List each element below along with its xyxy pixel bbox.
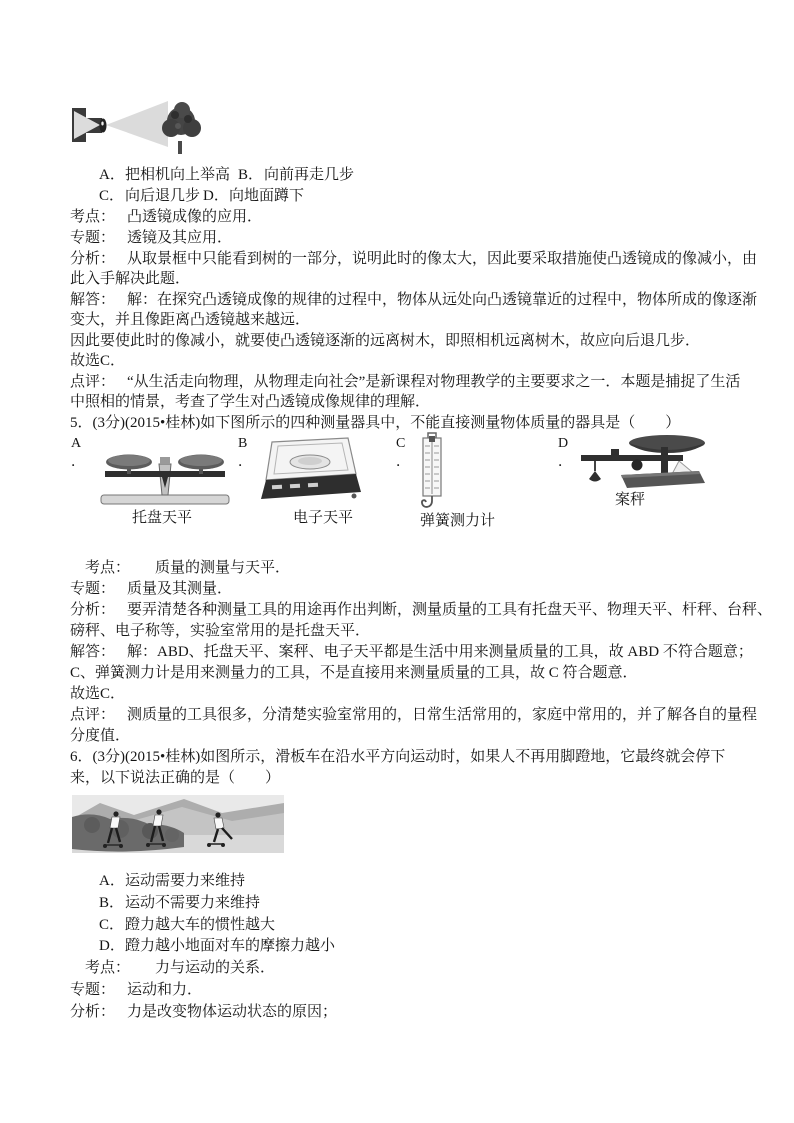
- kaodian-text: 质量的测量与天平．: [155, 560, 291, 576]
- q4-options-row2: [99, 186, 304, 206]
- dianping-text: 测质量的工具很多，分清楚实验室常用的，日常生活常用的，家庭中常用的，并了解各自的量程: [127, 707, 758, 723]
- zhuanti-text: 质量及其测量．: [127, 581, 233, 597]
- q5-dianping-row: [70, 705, 757, 725]
- answer-text: 故选C．: [70, 686, 126, 702]
- scooter-photo: [72, 795, 284, 853]
- q5-stem-text: 5．(3分)(2015•桂林)如下图所示的四种测量器具中，不能直接测量物体质量的器具是（ ）: [70, 415, 681, 431]
- q4-answer-row: [70, 351, 125, 371]
- q5-instrument-c-letter: [396, 436, 405, 452]
- electronic-balance-image: [258, 436, 362, 506]
- letter-a: A: [71, 436, 82, 451]
- tray-balance-image: [93, 438, 237, 508]
- jieda-text-2: C、弹簧测力计是用来测量力的工具，不是直接用来测量质量的工具，故 C 符合题意．: [70, 665, 638, 681]
- zhuanti-text: 运动和力．: [127, 982, 203, 998]
- q5-instrument-d-dot: [558, 455, 572, 471]
- q5-fenxi-row: [70, 600, 772, 620]
- q6-option-c-label: C．: [99, 917, 125, 933]
- fenxi-label: 分析：: [70, 1004, 116, 1020]
- q6-option-b: [99, 893, 260, 913]
- jieda-text-2: 变大，并且像距离凸透镜越来越远．: [70, 312, 311, 328]
- q6-stem-text-2: 来，以下说法正确的是（ ）: [70, 770, 281, 786]
- q6-stem-line1: [70, 747, 725, 767]
- q5-fenxi-row2: [70, 621, 370, 641]
- q6-stem-line2: [70, 768, 280, 788]
- q6-option-a-text: 运动需要力来维持: [125, 873, 246, 889]
- q5-instrument-c-dot: [396, 455, 410, 471]
- dianping-label: 点评：: [70, 707, 116, 723]
- q6-option-d-label: D．: [99, 938, 125, 954]
- q4-option-d-text: 向地面蹲下: [229, 188, 305, 204]
- q6-option-a-label: A．: [99, 873, 125, 889]
- fenxi-text: 力是改变物体运动状态的原因；: [127, 1004, 338, 1020]
- jieda-text-3: 因此要使此时的像减小，就要使凸透镜逐渐的远离树木，即照相机远离树木，故应向后退几步．: [70, 333, 701, 349]
- q4-options-row1: [99, 165, 354, 185]
- q6-option-d-text: 蹬力越小地面对车的摩擦力越小: [125, 938, 336, 954]
- q4-fenxi-row: [70, 249, 757, 269]
- q4-option-b-label: B．: [238, 167, 264, 183]
- letter-b-dot: ．: [238, 455, 252, 470]
- jieda-label: 解答：: [70, 644, 116, 660]
- q4-jieda-row: [70, 290, 757, 310]
- q4-option-c-label: C．: [99, 188, 125, 204]
- zhuanti-label: 专题：: [70, 230, 116, 246]
- camera-tree-figure: [65, 95, 205, 160]
- fenxi-text: 从取景框中只能看到树的一部分，说明此时的像太大，因此要采取措施使凸透镜成的像减小，由: [127, 251, 758, 267]
- q5-jieda-row2: [70, 663, 638, 683]
- dianping-text: “从生活走向物理，从物理走向社会”是新课程对物理教学的主要要求之一．本题是捕捉了生活: [127, 374, 741, 390]
- q5-instrument-d-letter: [558, 436, 568, 452]
- electronic-balance-caption: [293, 510, 353, 526]
- fenxi-text-2: 此入手解决此题．: [70, 271, 191, 287]
- letter-d-dot: ．: [558, 455, 572, 470]
- q4-option-b-text: 向前再走几步: [264, 167, 355, 183]
- q4-option-a-text: 把相机向上举高: [125, 167, 231, 183]
- q5-stem: [70, 413, 680, 433]
- q5-zhuanti-row: [70, 579, 232, 599]
- q4-zhuanti-row: [70, 228, 232, 248]
- letter-c-dot: ．: [396, 455, 410, 470]
- fenxi-label: 分析：: [70, 602, 116, 618]
- q4-dianping-row: [70, 372, 740, 392]
- caption-anscheng: 案秤: [615, 492, 646, 508]
- fenxi-text: 要弄清楚各种测量工具的用途再作出判断，测量质量的工具有托盘天平、物理天平、杆秤、台秤、: [127, 602, 773, 618]
- q4-option-c-text: 向后退几步: [125, 188, 201, 204]
- q5-instrument-a-letter: [71, 436, 81, 452]
- q4-jieda-row3: [70, 331, 700, 351]
- dianping-label: 点评：: [70, 374, 116, 390]
- answer-text: 故选C．: [70, 353, 126, 369]
- kaodian-text: 力与运动的关系．: [155, 960, 276, 976]
- q5-dianping-row2: [70, 726, 130, 746]
- letter-a-dot: ．: [71, 455, 85, 470]
- zhuanti-label: 专题：: [70, 982, 116, 998]
- kaodian-label: 考点：: [70, 209, 116, 225]
- zhuanti-label: 专题：: [70, 581, 116, 597]
- q4-jieda-row2: [70, 310, 310, 330]
- q6-stem-text-1: 6．(3分)(2015•桂林)如图所示，滑板车在沿水平方向运动时，如果人不再用脚蹬地，它最终就会停下: [70, 749, 726, 765]
- q5-jieda-row: [70, 642, 753, 662]
- spring-dynamometer-caption: [420, 513, 495, 529]
- caption-dianzi: 电子天平: [293, 510, 354, 526]
- q6-option-c: [99, 915, 275, 935]
- q5-instrument-b-dot: [238, 455, 252, 471]
- q6-fenxi-row: [70, 1002, 337, 1022]
- dianping-text-2: 分度值．: [70, 728, 131, 744]
- kaodian-label: 考点：: [85, 960, 131, 976]
- letter-b: B: [238, 436, 248, 451]
- q4-option-a-label: A．: [99, 167, 125, 183]
- caption-tuopan: 托盘天平: [132, 510, 193, 526]
- q6-zhuanti-row: [70, 980, 202, 1000]
- caption-tanhuang: 弹簧测力计: [420, 513, 496, 529]
- q6-option-d: [99, 936, 335, 956]
- dianping-text-2: 中照相的情景，考查了学生对凸透镜成像规律的理解．: [70, 394, 431, 410]
- platform-scale-caption: [615, 492, 645, 508]
- zhuanti-text: 透镜及其应用．: [127, 230, 233, 246]
- spring-dynamometer-image: [413, 432, 451, 512]
- q4-option-d-label: D．: [203, 188, 229, 204]
- q4-fenxi-row2: [70, 269, 190, 289]
- q6-kaodian-row: [85, 958, 275, 978]
- kaodian-label: 考点：: [85, 560, 131, 576]
- fenxi-label: 分析：: [70, 251, 116, 267]
- q5-answer-row: [70, 684, 125, 704]
- fenxi-text-2: 磅秤、电子称等，实验室常用的是托盘天平．: [70, 623, 371, 639]
- kaodian-text: 凸透镜成像的应用．: [127, 209, 263, 225]
- q5-instrument-a-dot: [71, 455, 85, 471]
- q5-instrument-b-letter: [238, 436, 247, 452]
- q6-option-b-label: B．: [99, 895, 125, 911]
- platform-scale-image: [575, 433, 707, 489]
- jieda-text: 解：ABD、托盘天平、案秤、电子天平都是生活中用来测量质量的工具，故 ABD 不符合题意；: [127, 644, 753, 660]
- q6-option-a: [99, 871, 245, 891]
- q4-dianping-row2: [70, 392, 430, 412]
- jieda-label: 解答：: [70, 292, 116, 308]
- letter-d: D: [558, 436, 569, 451]
- letter-c: C: [396, 436, 406, 451]
- q6-option-b-text: 运动不需要力来维持: [125, 895, 261, 911]
- q6-option-c-text: 蹬力越大车的惯性越大: [125, 917, 276, 933]
- tray-balance-caption: [132, 510, 192, 526]
- q5-kaodian-row: [85, 558, 290, 578]
- q4-kaodian-row: [70, 207, 262, 227]
- jieda-text: 解：在探究凸透镜成像的规律的过程中，物体从远处向凸透镜靠近的过程中，物体所成的像逐渐: [127, 292, 758, 308]
